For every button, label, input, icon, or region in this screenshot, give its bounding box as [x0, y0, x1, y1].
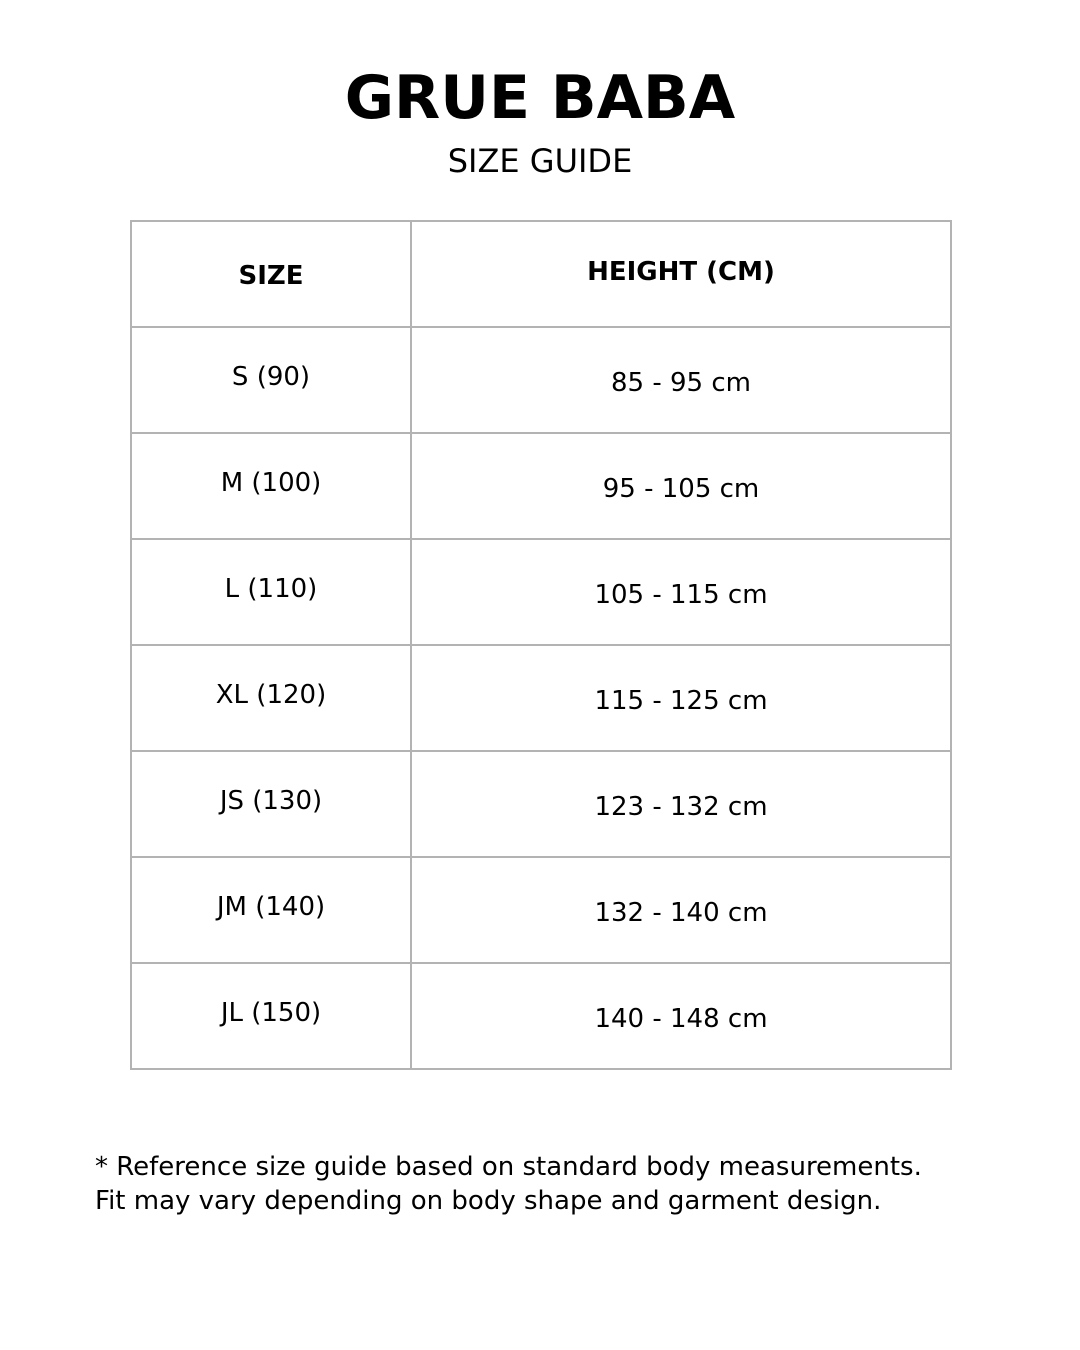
height-cell: 140 - 148 cm — [411, 963, 951, 1069]
table-row — [131, 327, 951, 433]
size-cell: XL (120) — [131, 645, 411, 751]
brand-title: GRUE BABA — [344, 63, 736, 133]
height-cell: 105 - 115 cm — [411, 539, 951, 645]
table-row — [131, 539, 951, 645]
table-row — [131, 751, 951, 857]
size-cell: JS (130) — [131, 751, 411, 857]
height-cell: 95 - 105 cm — [411, 433, 951, 539]
height-cell: 132 - 140 cm — [411, 857, 951, 963]
size-cell: L (110) — [131, 539, 411, 645]
table-row — [131, 645, 951, 751]
size-cell: JL (150) — [131, 963, 411, 1069]
size-table — [130, 220, 952, 1070]
height-cell: 123 - 132 cm — [411, 751, 951, 857]
table-row — [131, 433, 951, 539]
footnote-line-2: Fit may vary depending on body shape and garment design. — [95, 1186, 882, 1216]
height-cell: 85 - 95 cm — [411, 327, 951, 433]
size-cell: JM (140) — [131, 857, 411, 963]
footnote-line-1: * Reference size guide based on standard body measurements. — [95, 1152, 922, 1182]
table-header-row — [131, 221, 951, 327]
column-header-size: SIZE — [131, 221, 411, 327]
table-row — [131, 963, 951, 1069]
height-cell: 115 - 125 cm — [411, 645, 951, 751]
footnote — [95, 1150, 1055, 1218]
size-cell: S (90) — [131, 327, 411, 433]
size-cell: M (100) — [131, 433, 411, 539]
table-row — [131, 857, 951, 963]
page-subtitle: SIZE GUIDE — [447, 142, 633, 180]
column-header-height: HEIGHT (CM) — [411, 221, 951, 327]
